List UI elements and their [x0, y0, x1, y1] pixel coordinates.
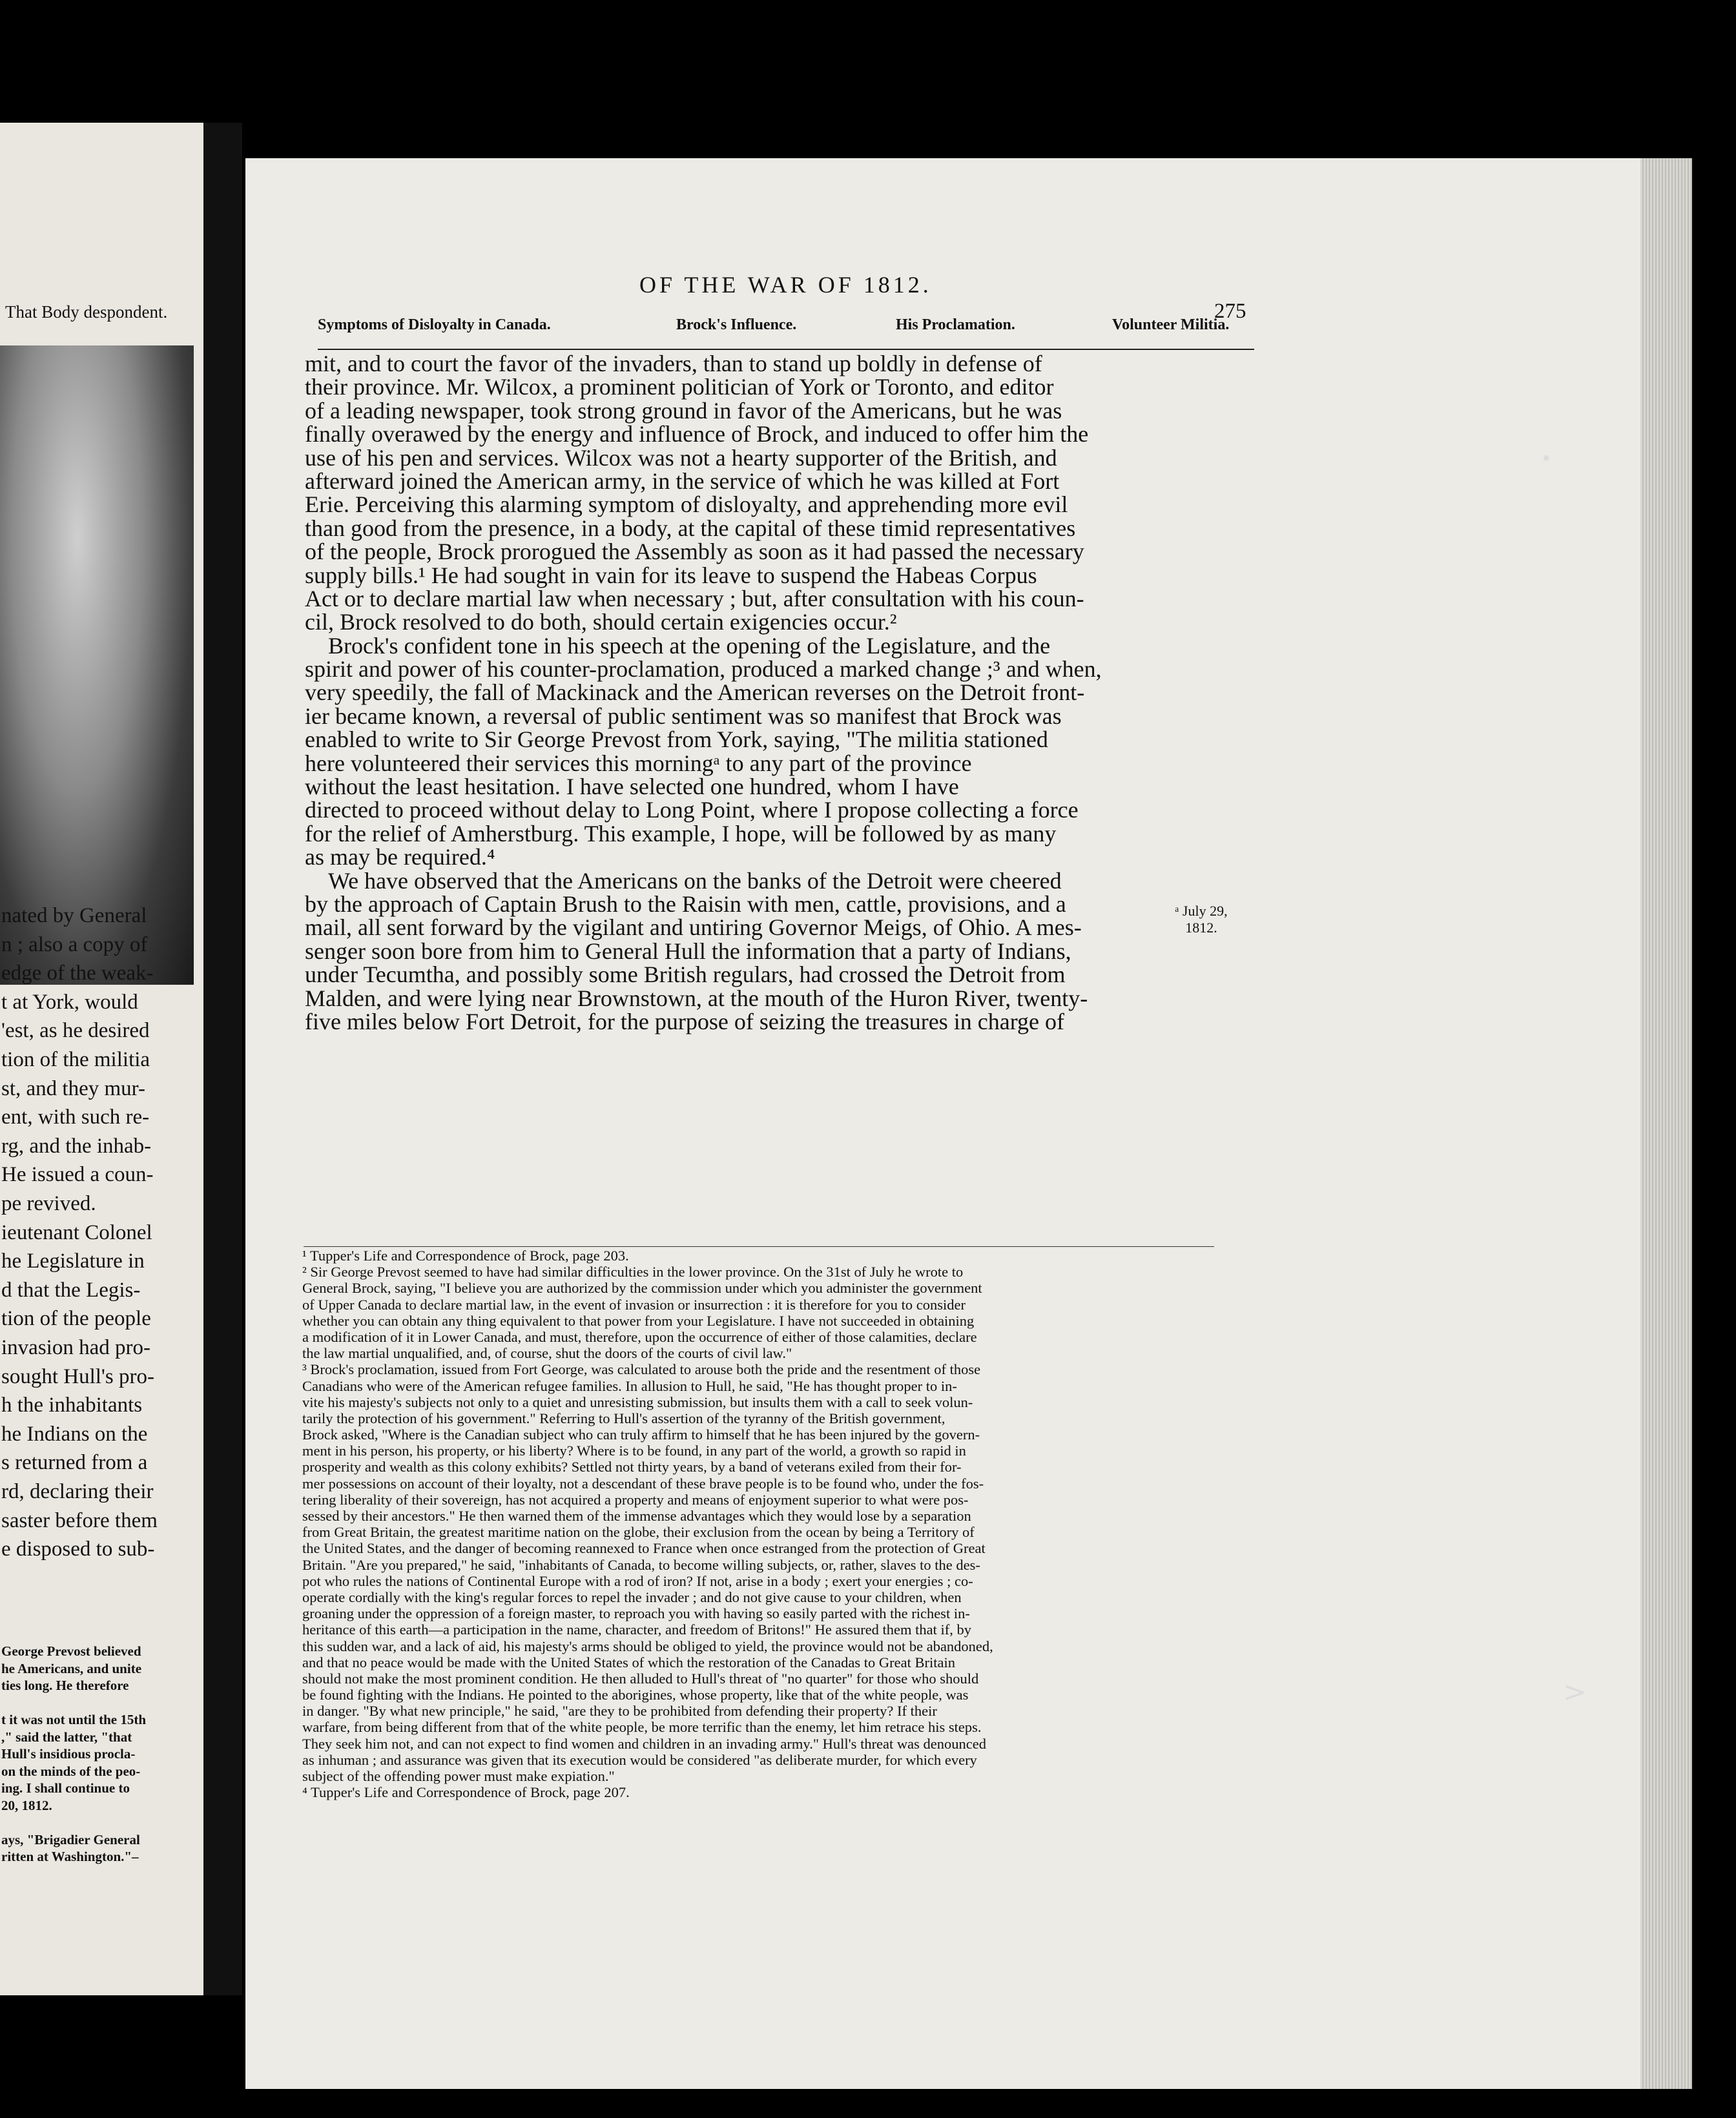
footnote-line: as inhuman ; and assurance was given that its execution would be considered "as deliberate murder, for which every [302, 1751, 977, 1768]
left-page-note-line: ritten at Washington."– [1, 1849, 139, 1864]
footnote-line: tarily the protection of his government." Referring to Hull's assertion of the tyranny of the British government, [302, 1410, 946, 1426]
margin-note-line: ᵃ July 29, [1175, 903, 1228, 919]
left-page-note-line: on the minds of the peo- [1, 1763, 141, 1779]
body-line: senger soon bore from him to General Hull the information that a party of Indians, [305, 938, 1071, 964]
left-page-note-line: ays, "Brigadier General [1, 1831, 140, 1847]
footnote-line: General Brock, saying, "I believe you are authorized by the commission under which you administer the government [302, 1280, 982, 1297]
topic-heading: Brock's Influence. [676, 316, 797, 333]
margin-mark: > [1563, 1676, 1587, 1709]
left-page-line: pe revived. [1, 1192, 96, 1215]
footnote-line: whether you can obtain any thing equivalent to that power from your Legislature. I have not succeeded in obtaining [302, 1312, 975, 1329]
body-line: than good from the presence, in a body, at the capital of these timid representatives [305, 515, 1076, 541]
body-line: Malden, and were lying near Brownstown, at the mouth of the Huron River, twenty- [305, 985, 1088, 1011]
left-page-note-line: he Americans, and unite [1, 1660, 142, 1676]
left-page-line: t at York, would [1, 990, 138, 1014]
body-line: of the people, Brock prorogued the Assembly as soon as it had passed the necessary [305, 539, 1084, 565]
body-text [305, 352, 1254, 1033]
left-page-line: invasion had pro- [1, 1336, 150, 1359]
body-line: Brock's confident tone in his speech at the opening of the Legislature, and the [328, 632, 1051, 659]
body-line: enabled to write to Sir George Prevost from York, saying, "The militia stationed [305, 726, 1048, 753]
left-page-line: ent, with such re- [1, 1105, 150, 1129]
body-line: of a leading newspaper, took strong ground in favor of the Americans, but he was [305, 397, 1062, 424]
left-page-line: d that the Legis- [1, 1278, 141, 1302]
footnote-line: operate cordially with the king's regular forces to repel the invader ; and do not give cause to your children, when [302, 1588, 962, 1605]
footnote-line: of Upper Canada to declare martial law, in the event of invasion or insurrection : it is therefore for you to consider [302, 1296, 966, 1313]
body-line: Act or to declare martial law when necessary ; but, after consultation with his coun- [305, 585, 1084, 612]
left-page-line: h the inhabitants [1, 1393, 143, 1417]
footnote-line: in danger. "By what new principle," he said, "are they to be prohibited from defending their property? If their [302, 1703, 937, 1720]
body-line: Erie. Perceiving this alarming symptom of disloyalty, and apprehending more evil [305, 491, 1068, 518]
footnote-line: ⁴ Tupper's Life and Correspondence of Brock, page 207. [302, 1784, 630, 1801]
body-line: by the approach of Captain Brush to the Raisin with men, cattle, provisions, and a [305, 890, 1066, 917]
running-title: OF THE WAR OF 1812. [639, 272, 932, 298]
left-page-line: He issued a coun- [1, 1163, 154, 1187]
footnote-line: ³ Brock's proclamation, issued from Fort George, was calculated to arouse both the pride and the resentment of those [302, 1361, 981, 1378]
footnote-line: ² Sir George Prevost seemed to have had similar difficulties in the lower province. On the 31st of July he wrote to [302, 1264, 964, 1280]
page-edges [1640, 158, 1692, 2089]
body-line: mit, and to court the favor of the invaders, than to stand up boldly in defense of [305, 351, 1042, 376]
body-line: their province. Mr. Wilcox, a prominent politician of York or Toronto, and editor [305, 374, 1054, 400]
footnote-line: Canadians who were of the American refugee families. In allusion to Hull, he said, "He has thought proper to in- [302, 1377, 957, 1394]
left-page-note-line: Hull's insidious procla- [1, 1746, 136, 1762]
body-line: directed to proceed without delay to Long Point, where I propose collecting a force [305, 797, 1079, 823]
margin-note-line: 1812. [1185, 920, 1217, 936]
body-line: mail, all sent forward by the vigilant and untiring Governor Meigs, of Ohio. A mes- [305, 914, 1082, 941]
left-page-line: saster before them [1, 1508, 158, 1532]
footnote-line: ¹ Tupper's Life and Correspondence of Brock, page 203. [302, 1248, 629, 1264]
footnote-line: subject of the offending power must make expiation." [302, 1768, 615, 1784]
left-page-line: he Legislature in [1, 1249, 145, 1273]
body-line: afterward joined the American army, in the service of which he was killed at Fort [305, 468, 1060, 494]
footnote-line: tering liberality of their sovereign, has not acquired a property and means of enjoyment superior to what were pos- [302, 1491, 969, 1508]
body-line: cil, Brock resolved to do both, should certain exigencies occur.² [305, 609, 897, 635]
body-line: We have observed that the Americans on the banks of the Detroit were cheered [328, 867, 1062, 894]
body-line: five miles below Fort Detroit, for the purpose of seizing the treasures in charge of [305, 1008, 1064, 1034]
header-rule [318, 349, 1254, 350]
left-page-note-line: George Prevost believed [1, 1643, 141, 1659]
footnote-line: heritance of this earth—a participation in the name, character, and freedom of Britons!" He assured them that if, by [302, 1621, 972, 1638]
footnote-line: and that no peace would be made with the United States of which the restoration of the Canadas to Great Britain [302, 1654, 955, 1671]
footnote-line: Britain. "Are you prepared," he said, "inhabitants of Canada, to become willing subjects, or, rather, slaves to the des- [302, 1556, 980, 1573]
footnote-line: mer possessions on account of their loyalty, not a descendant of these brave people is to be found who, under the fos- [302, 1475, 984, 1492]
left-page-line: edge of the weak- [1, 961, 154, 985]
footnotes [302, 1248, 1258, 1800]
footnote-line: prosperity and wealth as this colony exhibits? Settled not thirty years, by a band of veterans exiled from their for- [302, 1459, 962, 1475]
left-page-line: s returned from a [1, 1451, 148, 1475]
left-page-line: n ; also a copy of [1, 932, 148, 956]
topic-heading: His Proclamation. [896, 316, 1015, 333]
left-page-line: rd, declaring their [1, 1480, 154, 1503]
book-gutter [203, 123, 242, 1995]
footnote-line: should not make the most prominent condition. He then alluded to Hull's threat of "no quarter" for those who should [302, 1670, 979, 1687]
left-page-line: rg, and the inhab- [1, 1134, 152, 1158]
body-line: under Tecumtha, and possibly some British regulars, had crossed the Detroit from [305, 961, 1066, 988]
left-page-note-line: 20, 1812. [1, 1797, 52, 1813]
body-line: without the least hesitation. I have selected one hundred, whom I have [305, 774, 959, 800]
body-line: as may be required.⁴ [305, 844, 495, 870]
footnote-line: this sudden war, and a lack of aid, his majesty's arms should be obliged to yield, the province would not be abandoned, [302, 1638, 993, 1654]
footnote-line: a modification of it in Lower Canada, and must, therefore, upon the occurrence of either of those calamities, declare [302, 1328, 977, 1345]
left-page-header: That Body despondent. [5, 302, 168, 322]
footnote-line: the law martial unqualified, and, of course, shut the doors of the courts of civil law." [302, 1345, 792, 1362]
left-page-line: sought Hull's pro- [1, 1364, 154, 1388]
footnote-line: They seek him not, and can not expect to find women and children in an invading army." Hull's threat was denounced [302, 1735, 986, 1752]
body-line: very speedily, the fall of Mackinack and the American reverses on the Detroit front- [305, 679, 1085, 706]
body-line: finally overawed by the energy and influence of Brock, and induced to offer him the [305, 421, 1089, 447]
topic-headings [318, 316, 1254, 342]
left-page-note-line: ing. I shall continue to [1, 1780, 130, 1796]
footnote-line: groaning under the oppression of a foreign master, to reproach you with having so easily parted with the richest in- [302, 1605, 970, 1622]
margin-mark: • [1542, 445, 1551, 471]
body-line: spirit and power of his counter-proclamation, produced a marked change ;³ and when, [305, 656, 1102, 683]
footnote-line: pot who rules the nations of Continental Europe with a rod of iron? If not, arise in a body ; exert your energies ; co- [302, 1572, 973, 1589]
body-line: supply bills.¹ He had sought in vain for its leave to suspend the Habeas Corpus [305, 562, 1037, 588]
footnote-line: sessed by their ancestors." He then warned them of the immense advantages which they would lose by a separation [302, 1508, 971, 1524]
body-line: ier became known, a reversal of public sentiment was so manifest that Brock was [305, 703, 1062, 729]
left-page-note-line: ties long. He therefore [1, 1678, 129, 1693]
left-page-note-line: ," said the latter, "that [1, 1729, 132, 1745]
topic-heading: Symptoms of Disloyalty in Canada. [318, 316, 551, 333]
body-line: for the relief of Amherstburg. This example, I hope, will be followed by as many [305, 820, 1057, 847]
left-page [0, 123, 203, 1995]
footnote-rule [304, 1246, 1214, 1247]
left-page-note-line: t it was not until the 15th [1, 1712, 147, 1727]
footnote-line: vite his majesty's subjects not only to a quiet and unresisting submission, but insults them with a call to seek volun- [302, 1393, 973, 1410]
footnote-line: ment in his person, his property, or his liberty? Where is to be found, in any part of the world, a growth so rapid in [302, 1443, 966, 1459]
margin-date-note [1143, 903, 1259, 936]
body-line: here volunteered their services this morningᵃ to any part of the province [305, 750, 972, 776]
body-line: use of his pen and services. Wilcox was not a hearty supporter of the British, and [305, 444, 1057, 471]
footnote-line: from Great Britain, the greatest maritime nation on the globe, their exclusion from the ocean by being a Territory of [302, 1524, 975, 1541]
footnote-line: the United States, and the danger of becoming reannexed to France when once estranged from the protection of Great [302, 1540, 986, 1557]
left-page-line: st, and they mur- [1, 1076, 145, 1100]
engraving-illustration [0, 345, 194, 985]
left-page-line: tion of the militia [1, 1048, 150, 1071]
page-number: 275 [1214, 300, 1246, 323]
topic-heading: Volunteer Militia. [1112, 316, 1230, 333]
left-page-line: tion of the people [1, 1307, 151, 1331]
left-page-line: e disposed to sub- [1, 1537, 155, 1561]
footnote-line: be found fighting with the Indians. He pointed to the aborigines, whose property, like that of the white people, was [302, 1687, 969, 1703]
footnote-line: Brock asked, "Where is the Canadian subject who can truly affirm to himself that he has been injured by the govern- [302, 1426, 980, 1443]
left-page-line: 'est, as he desired [1, 1019, 150, 1043]
left-page-line: nated by General [1, 904, 147, 927]
left-page-line: he Indians on the [1, 1422, 148, 1446]
footnote-line: warfare, from being different from that of the white people, be more terrific than the enemy, let him retrace his steps. [302, 1719, 982, 1736]
left-page-line: ieutenant Colonel [1, 1220, 152, 1244]
